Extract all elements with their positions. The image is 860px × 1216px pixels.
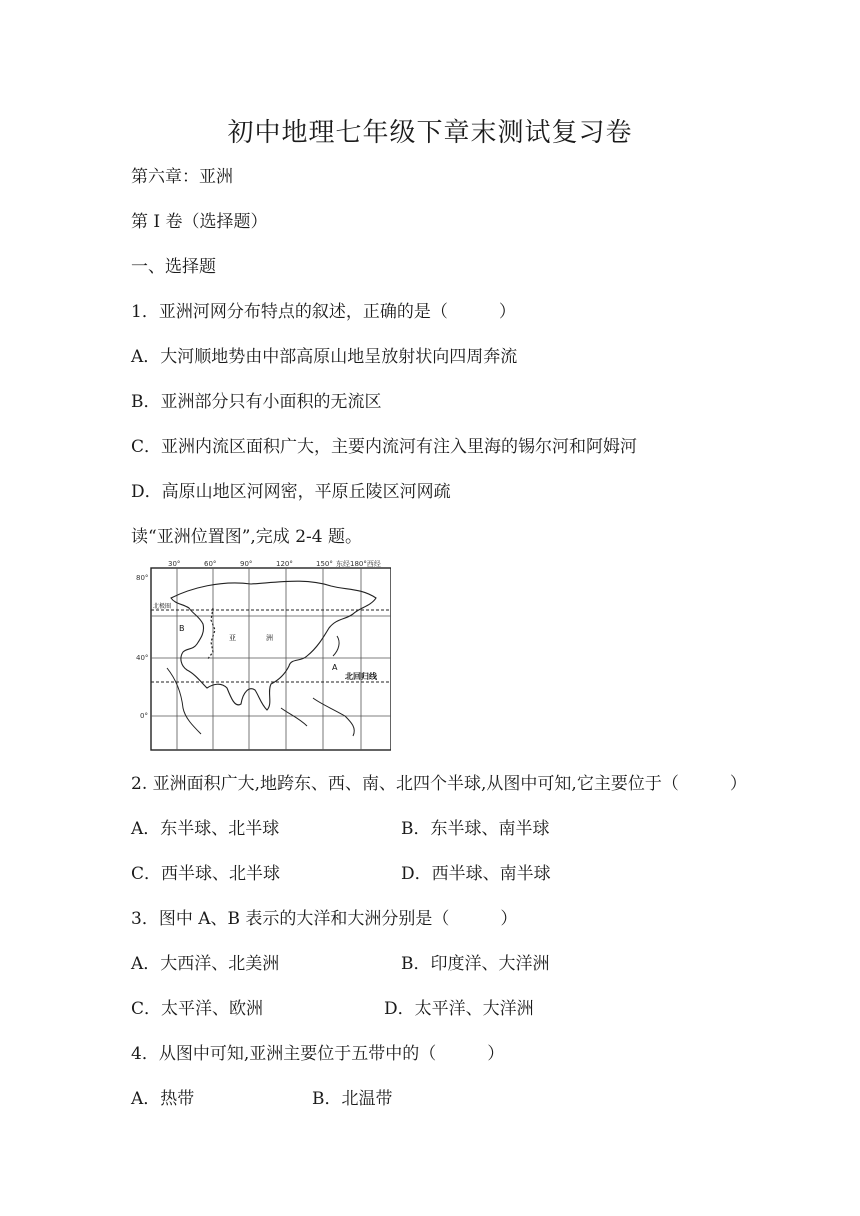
question-2-option-c: C．西半球、北半球 xyxy=(131,864,281,884)
question-4-stem: 4．从图中可知,亚洲主要位于五带中的（ ） xyxy=(131,1044,505,1064)
map-top-label-30: 30° xyxy=(168,560,181,568)
section-heading: 一、选择题 xyxy=(131,257,216,277)
question-2-option-d: D．西半球、南半球 xyxy=(401,864,551,884)
question-1-stem: 1．亚洲河网分布特点的叙述，正确的是（ ） xyxy=(131,302,516,322)
question-3-option-c: C．太平洋、欧洲 xyxy=(131,999,264,1019)
map-top-label-150: 150° xyxy=(316,560,333,568)
map-top-label-90: 90° xyxy=(240,560,253,568)
question-1-option-c: C．亚洲内流区面积广大，主要内流河有注入里海的锡尔河和阿姆河 xyxy=(131,437,638,457)
map-label-a: A xyxy=(332,663,338,672)
chapter-heading: 第六章：亚洲 xyxy=(131,167,233,187)
map-left-label-40: 40° xyxy=(136,654,149,662)
question-3-option-d: D．太平洋、大洋洲 xyxy=(384,999,534,1019)
document-title: 初中地理七年级下章末测试复习卷 xyxy=(227,118,633,148)
asia-location-map xyxy=(131,558,391,751)
map-top-label-60: 60° xyxy=(204,560,217,568)
map-label-arctic-circle: 北极圈 xyxy=(153,603,172,610)
question-1-option-b: B．亚洲部分只有小面积的无流区 xyxy=(131,392,382,412)
question-3-option-b: B．印度洋、大洋洲 xyxy=(401,954,550,974)
map-top-label-180: 东经180°西经 xyxy=(336,560,381,568)
question-4-option-a: A．热带 xyxy=(131,1089,195,1109)
question-2-option-a: A．东半球、北半球 xyxy=(131,819,280,839)
question-3-stem: 3．图中 A、B 表示的大洋和大洲分别是（ ） xyxy=(131,909,518,929)
map-label-zhou: 洲 xyxy=(266,634,273,642)
volume-heading: 第 I 卷（选择题） xyxy=(131,212,268,232)
map-label-b: B xyxy=(179,624,185,633)
map-left-label-0: 0° xyxy=(140,712,148,720)
question-1-option-d: D．高原山地区河网密，平原丘陵区河网疏 xyxy=(131,482,451,502)
map-label-tropic: 北回归线 xyxy=(345,672,377,681)
question-2-stem: 2. 亚洲面积广大,地跨东、西、南、北四个半球,从图中可知,它主要位于（ ） xyxy=(131,774,747,794)
question-4-option-b: B．北温带 xyxy=(312,1089,393,1109)
map-left-label-80: 80° xyxy=(136,574,149,582)
question-1-option-a: A．大河顺地势由中部高原山地呈放射状向四周奔流 xyxy=(131,347,518,367)
question-3-option-a: A．大西洋、北美洲 xyxy=(131,954,280,974)
question-2-option-b: B．东半球、南半球 xyxy=(401,819,550,839)
read-map-prompt: 读“亚洲位置图”,完成 2-4 题。 xyxy=(131,527,362,547)
map-label-ya: 亚 xyxy=(229,634,236,642)
map-top-label-120: 120° xyxy=(276,560,293,568)
